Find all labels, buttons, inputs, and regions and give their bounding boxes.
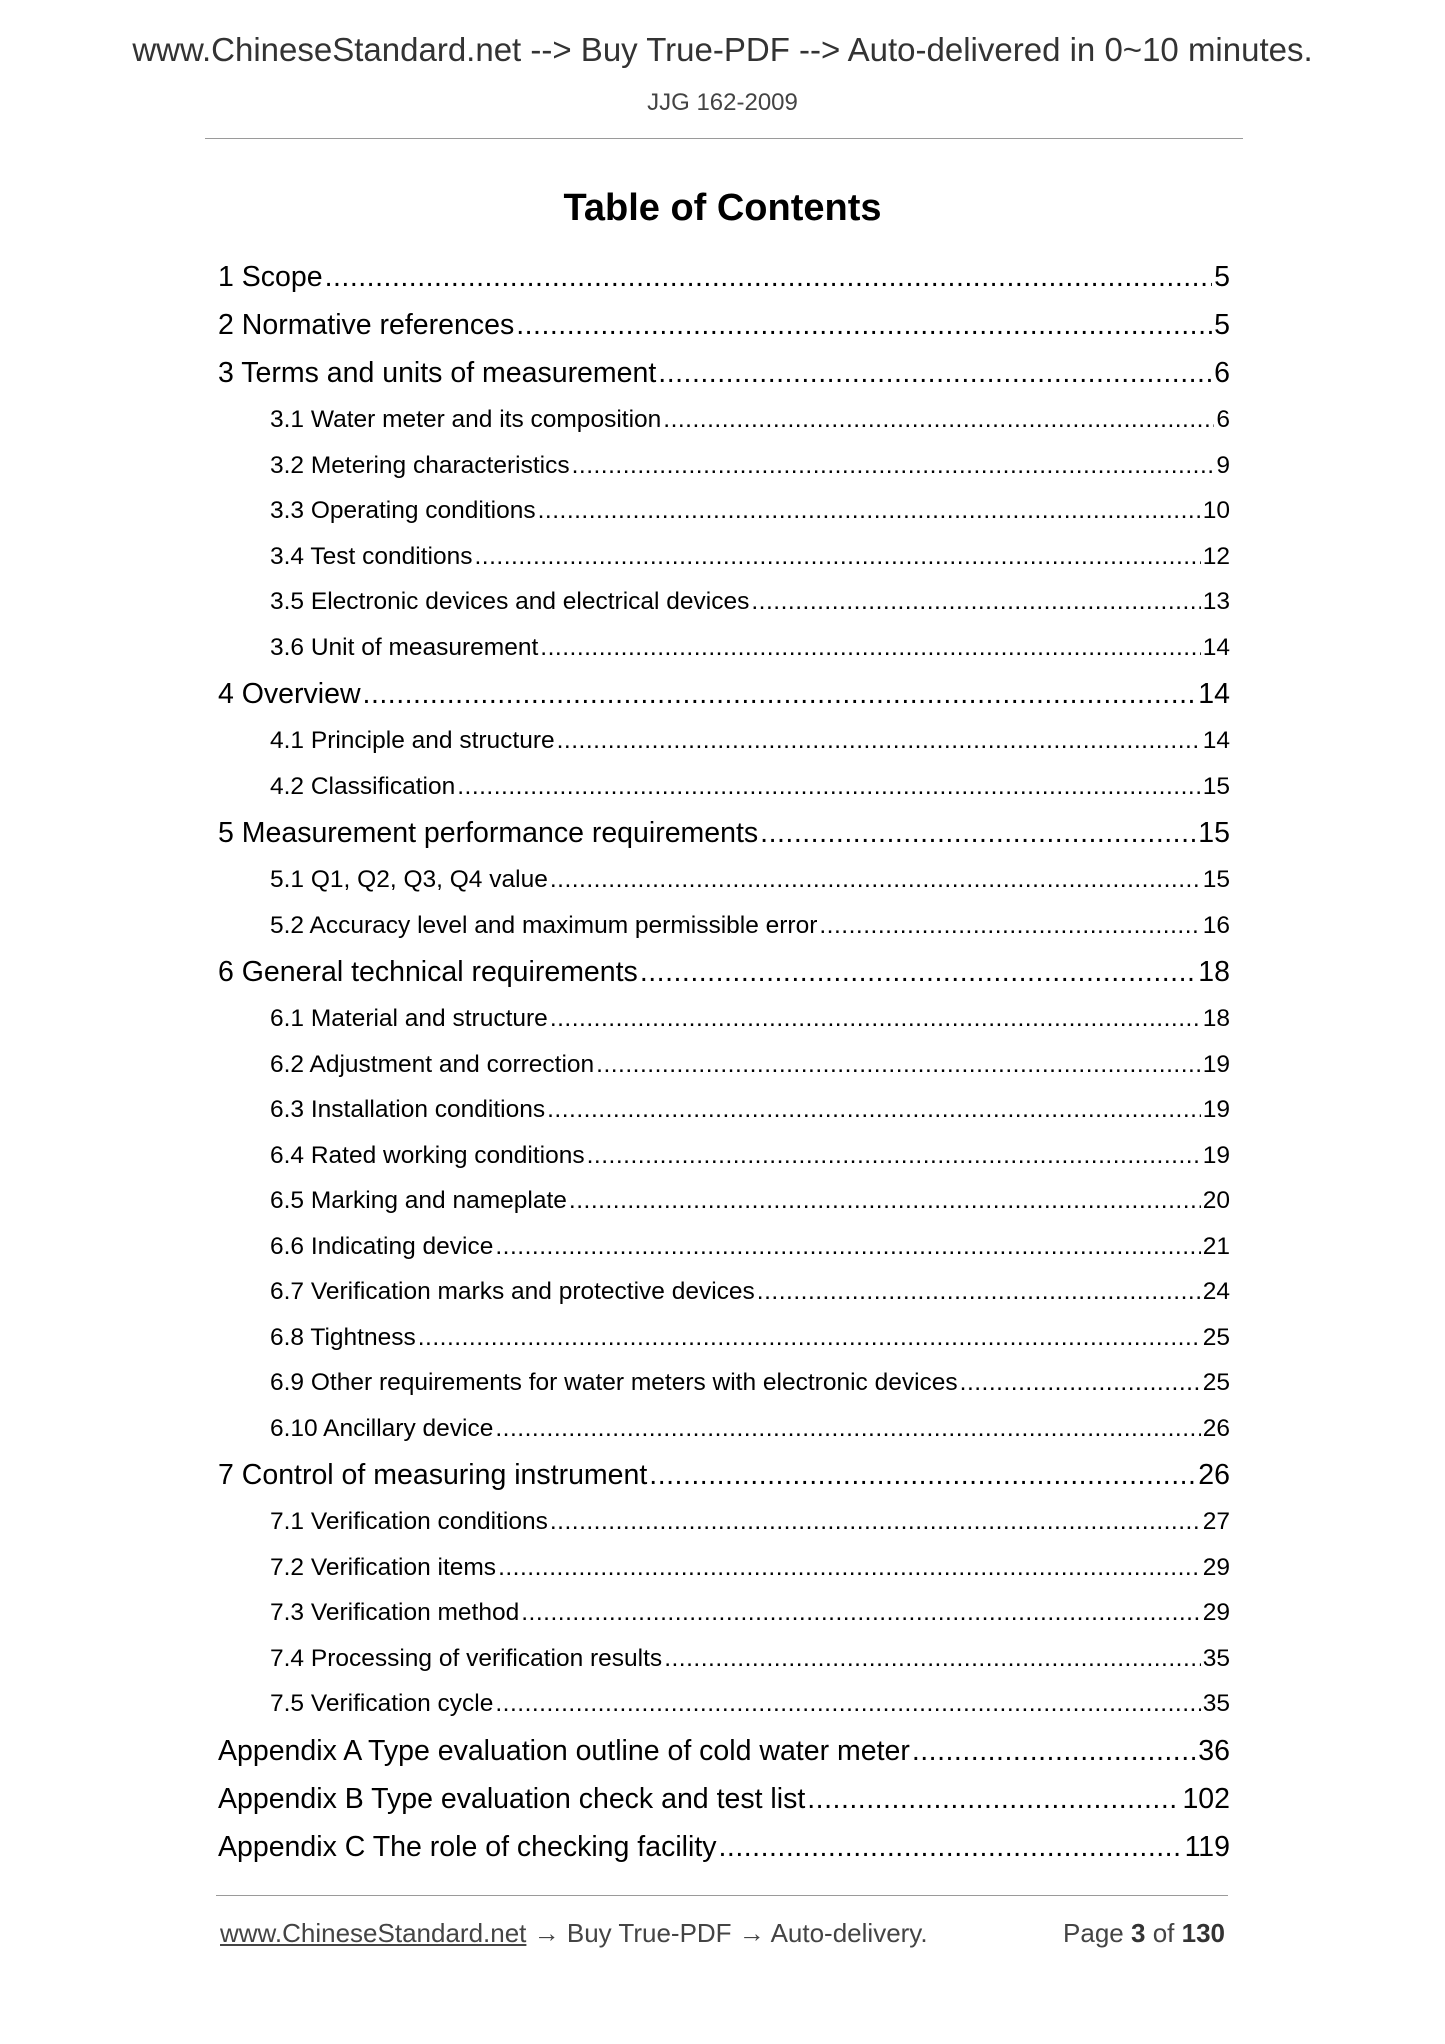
toc-dot-leader: [663, 397, 1214, 443]
toc-entry-label: 7.4 Processing of verification results: [270, 1644, 663, 1672]
toc-entry-page: 14: [1202, 633, 1230, 661]
toc-dot-leader: [757, 1269, 1201, 1315]
toc-entry-page: 13: [1202, 588, 1230, 615]
toc-entry-page: 14: [1198, 678, 1230, 710]
toc-entry-page: 12: [1202, 542, 1230, 570]
footer-website-link[interactable]: www.ChineseStandard.net: [220, 1918, 527, 1948]
toc-entry-label: 2 Normative references: [218, 309, 515, 341]
toc-entry-page: 16: [1202, 911, 1230, 939]
toc-entry-page: 5: [1214, 261, 1230, 293]
page-indicator: [1063, 1916, 1225, 1950]
toc-entry-page: 15: [1202, 866, 1230, 893]
toc-entry-page: 25: [1202, 1323, 1230, 1351]
toc-entry[interactable]: [218, 1451, 1230, 1499]
toc-dot-leader: [596, 1042, 1201, 1088]
toc-entry-label: 5 Measurement performance requirements: [218, 817, 759, 849]
toc-dot-leader: [572, 443, 1215, 489]
toc-entry-label: 5.1 Q1, Q2, Q3, Q4 value: [270, 866, 548, 893]
toc-entry[interactable]: [218, 1775, 1230, 1823]
toc-dot-leader: [912, 1727, 1196, 1775]
toc-entry[interactable]: [218, 670, 1230, 718]
page-footer: [220, 1916, 1225, 1950]
toc-entry-page: 24: [1202, 1278, 1230, 1305]
toc-entry-label: 3.1 Water meter and its composition: [270, 406, 662, 433]
toc-entry[interactable]: [218, 1133, 1230, 1179]
toc-entry-page: 29: [1202, 1599, 1230, 1626]
toc-dot-leader: [960, 1360, 1201, 1406]
toc-entry-label: 6.10 Ancillary device: [270, 1414, 494, 1442]
toc-dot-leader: [760, 809, 1196, 857]
toc-dot-leader: [547, 1087, 1201, 1133]
toc-dot-leader: [819, 903, 1200, 949]
toc-entry[interactable]: [218, 488, 1230, 534]
toc-dot-leader: [550, 1499, 1201, 1545]
toc-entry[interactable]: [218, 857, 1230, 903]
toc-dot-leader: [495, 1224, 1200, 1270]
toc-entry-page: 36: [1198, 1734, 1230, 1767]
page-total: 130: [1181, 1918, 1225, 1948]
toc-entry[interactable]: [218, 1681, 1230, 1727]
toc-entry-label: 3.2 Metering characteristics: [270, 451, 570, 479]
document-code: JJG 162-2009: [647, 89, 798, 116]
toc-entry-label: 1 Scope: [218, 261, 323, 293]
toc-entry-label: 6.6 Indicating device: [270, 1232, 494, 1260]
toc-entry-label: 7.2 Verification items: [270, 1553, 497, 1581]
toc-entry[interactable]: [218, 1590, 1230, 1636]
toc-entry-label: 3.6 Unit of measurement: [270, 633, 539, 661]
toc-dot-leader: [569, 1178, 1201, 1224]
toc-entry-page: 15: [1198, 817, 1230, 849]
footer-tagline: → Buy True-PDF → Auto-delivery.: [526, 1918, 928, 1948]
toc-entry-label: 6.9 Other requirements for water meters with electronic devices: [270, 1369, 958, 1396]
toc-entry-page: 10: [1202, 497, 1230, 524]
toc-entry[interactable]: [218, 996, 1230, 1042]
toc-entry[interactable]: [218, 1499, 1230, 1545]
toc-entry-page: 21: [1202, 1232, 1230, 1260]
toc-title: Table of Contents: [563, 187, 882, 229]
toc-dot-leader: [587, 1133, 1201, 1179]
toc-dot-leader: [498, 1545, 1201, 1591]
toc-dot-leader: [474, 534, 1200, 580]
toc-entry-label: Appendix A Type evaluation outline of cold water meter: [218, 1734, 910, 1767]
toc-entry-page: 19: [1202, 1141, 1230, 1169]
toc-entry[interactable]: [218, 1823, 1230, 1871]
toc-entry-label: 4.1 Principle and structure: [270, 727, 555, 754]
toc-dot-leader: [719, 1823, 1183, 1871]
toc-entry-page: 26: [1202, 1414, 1230, 1442]
toc-entry-label: 6.2 Adjustment and correction: [270, 1050, 595, 1078]
toc-entry[interactable]: [218, 1315, 1230, 1361]
toc-entry-page: 19: [1202, 1050, 1230, 1078]
toc-entry-page: 25: [1202, 1369, 1230, 1396]
toc-entry[interactable]: [218, 948, 1230, 996]
toc-entry[interactable]: [218, 625, 1230, 671]
toc-entry[interactable]: [218, 443, 1230, 489]
toc-entry[interactable]: [218, 1636, 1230, 1682]
toc-entry-label: 6.1 Material and structure: [270, 1005, 548, 1032]
toc-entry-label: Appendix B Type evaluation check and test list: [218, 1782, 806, 1815]
toc-entry-page: 6: [1214, 357, 1230, 389]
toc-dot-leader: [540, 625, 1200, 671]
toc-dot-leader: [516, 301, 1212, 349]
toc-entry-label: 6.5 Marking and nameplate: [270, 1187, 567, 1214]
toc-entry-label: 3.3 Operating conditions: [270, 497, 536, 524]
toc-entry[interactable]: [218, 809, 1230, 857]
top-banner: www.ChineseStandard.net --> Buy True-PDF --> Auto-delivered in 0~10 minutes.: [132, 31, 1313, 68]
toc-dot-leader: [495, 1681, 1200, 1727]
toc-entry[interactable]: [218, 349, 1230, 397]
toc-entry-page: 18: [1202, 1005, 1230, 1032]
toc-entry-page: 14: [1202, 727, 1230, 754]
toc-entry-page: 35: [1202, 1690, 1230, 1717]
toc-dot-leader: [557, 718, 1201, 764]
toc-entry-page: 29: [1202, 1553, 1230, 1581]
toc-dot-leader: [649, 1451, 1196, 1499]
toc-dot-leader: [751, 579, 1200, 625]
toc-entry-label: 6 General technical requirements: [218, 956, 638, 988]
toc-entry[interactable]: [218, 301, 1230, 349]
toc-dot-leader: [521, 1590, 1200, 1636]
toc-dot-leader: [550, 996, 1201, 1042]
toc-entry[interactable]: [218, 718, 1230, 764]
toc-entry-label: 7 Control of measuring instrument: [218, 1459, 648, 1491]
toc-entry-label: 3.5 Electronic devices and electrical devices: [270, 588, 750, 615]
toc-entry-page: 19: [1202, 1096, 1230, 1123]
toc-entry-label: 7.5 Verification cycle: [270, 1690, 494, 1717]
toc-entry[interactable]: [218, 1360, 1230, 1406]
toc-entry-page: 6: [1216, 406, 1230, 433]
toc-entry-label: 7.3 Verification method: [270, 1599, 520, 1626]
toc-entry-page: 20: [1202, 1187, 1230, 1214]
toc-dot-leader: [325, 253, 1213, 301]
toc-dot-leader: [538, 488, 1201, 534]
toc-entry-page: 35: [1202, 1644, 1230, 1672]
toc-entry-page: 9: [1216, 451, 1230, 479]
toc-entry-label: 4 Overview: [218, 678, 361, 710]
toc-entry-page: 119: [1184, 1830, 1230, 1863]
toc-entry-label: 5.2 Accuracy level and maximum permissible error: [270, 911, 818, 939]
toc-entry-page: 102: [1182, 1782, 1230, 1815]
toc-entry[interactable]: [218, 1545, 1230, 1591]
toc-entry[interactable]: [218, 534, 1230, 580]
toc-entry-page: 26: [1198, 1459, 1230, 1491]
toc-dot-leader: [495, 1406, 1200, 1452]
toc-entry[interactable]: [218, 397, 1230, 443]
table-of-contents: [218, 253, 1230, 1871]
toc-dot-leader: [457, 764, 1201, 810]
toc-dot-leader: [640, 948, 1196, 996]
footer-divider: [216, 1895, 1228, 1896]
toc-entry[interactable]: [218, 1087, 1230, 1133]
toc-entry-label: 6.8 Tightness: [270, 1323, 416, 1351]
toc-dot-leader: [550, 857, 1201, 903]
toc-entry-page: 27: [1202, 1508, 1230, 1535]
toc-entry-label: 3 Terms and units of measurement: [218, 357, 657, 389]
toc-entry-label: Appendix C The role of checking facility: [218, 1830, 717, 1863]
toc-entry-page: 18: [1198, 956, 1230, 988]
toc-entry-label: 4.2 Classification: [270, 772, 456, 800]
toc-dot-leader: [807, 1775, 1180, 1823]
header-divider: [205, 138, 1243, 139]
toc-entry[interactable]: [218, 764, 1230, 810]
toc-dot-leader: [363, 670, 1197, 718]
toc-dot-leader: [418, 1315, 1201, 1361]
toc-entry[interactable]: [218, 1042, 1230, 1088]
page-word: Page: [1063, 1918, 1124, 1948]
toc-entry[interactable]: [218, 903, 1230, 949]
toc-entry-page: 15: [1202, 772, 1230, 800]
toc-entry[interactable]: [218, 1269, 1230, 1315]
toc-entry-label: 6.4 Rated working conditions: [270, 1141, 585, 1169]
toc-entry[interactable]: [218, 1178, 1230, 1224]
toc-dot-leader: [658, 349, 1212, 397]
toc-entry-page: 5: [1214, 309, 1230, 341]
toc-entry[interactable]: [218, 253, 1230, 301]
page-current: 3: [1130, 1918, 1146, 1948]
toc-entry-label: 6.3 Installation conditions: [270, 1096, 546, 1123]
toc-entry[interactable]: [218, 1727, 1230, 1775]
toc-entry-label: 7.1 Verification conditions: [270, 1508, 548, 1535]
toc-entry-label: 6.7 Verification marks and protective devices: [270, 1278, 755, 1305]
toc-entry[interactable]: [218, 1406, 1230, 1452]
page-of: of: [1152, 1918, 1175, 1948]
toc-entry-label: 3.4 Test conditions: [270, 542, 473, 570]
toc-entry[interactable]: [218, 1224, 1230, 1270]
toc-entry[interactable]: [218, 579, 1230, 625]
toc-dot-leader: [664, 1636, 1201, 1682]
